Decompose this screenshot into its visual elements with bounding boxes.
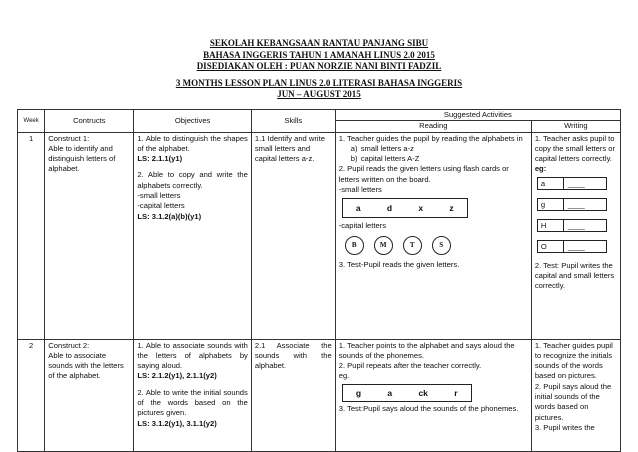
skills-cell <box>251 132 335 339</box>
prepared-by: DISEDIAKAN OLEH : PUAN NORZIE NANI BINTI FADZIL <box>196 61 442 71</box>
reading-small-label: -small letters <box>338 185 382 195</box>
construct-cell <box>45 339 134 451</box>
writing-step-3: 3. Pupil writes the <box>534 422 595 432</box>
reading-step-1: 1. Teacher guides the pupil by reading the alphabets in <box>338 133 523 143</box>
objective-1: 1. Able to distinguish the shapes of the alphabet. <box>137 133 248 153</box>
letter-circle: T <box>403 236 422 255</box>
letter: ck <box>418 387 428 398</box>
plan-title: 3 MONTHS LESSON PLAN LINUS 2.0 LITERASI BAHASA INGGERIS <box>175 78 463 88</box>
letter: r <box>454 387 458 398</box>
plan-period: JUN – AUGUST 2015 <box>277 89 361 99</box>
letter: x <box>418 203 424 214</box>
writing-step-1: 1. Teacher guides pupil to recognize the initials sounds of the words based on pictures. <box>534 340 613 381</box>
letter: g <box>355 387 362 398</box>
objective-2: 2. Able to write the initial sounds of the words based on the pictures given. <box>137 387 248 418</box>
week-cell: 1 <box>18 132 45 339</box>
reading-cell <box>335 132 531 339</box>
construct-title: Construct 1: <box>48 133 90 143</box>
writing-eg: eg: <box>534 164 547 174</box>
letter: a <box>355 203 361 214</box>
capital-letter-circles <box>345 236 528 255</box>
copy-box: H ____ <box>537 219 607 232</box>
writing-cell <box>531 132 620 339</box>
lesson-plan-table <box>17 109 621 452</box>
reading-eg: eg. <box>338 371 350 381</box>
reading-step-3: 3. Test-Pupil reads the given letters. <box>338 259 460 269</box>
objective-2-small: -small letters <box>137 191 181 201</box>
writing-step-1: 1. Teacher asks pupil to copy the small letters or capital letters correctly. <box>534 133 616 164</box>
reading-step-2: 2. Pupil repeats after the teacher correctly. <box>338 361 482 371</box>
letter: z <box>449 203 454 214</box>
skills-header: Skills <box>251 110 335 133</box>
objectives-cell <box>134 132 251 339</box>
reading-step-1a: a) small letters a-z <box>350 143 414 153</box>
construct-description: Able to associate sounds with the letters of the alphabet. <box>48 350 124 381</box>
reading-step-1b: b) capital letters A-Z <box>350 154 420 164</box>
objectives-cell <box>134 339 251 451</box>
table-row <box>18 339 621 451</box>
construct-description: Able to identify and distinguish letters of alphabet. <box>48 143 116 174</box>
skills-cell <box>251 339 335 451</box>
copy-box: g ____ <box>537 198 607 211</box>
objective-2: 2. Able to copy and write the alphabets correctly. <box>137 170 248 190</box>
objective-1-ls: LS: 2.1.2(y1), 2.1.1(y2) <box>137 371 217 381</box>
reading-cell <box>335 339 531 451</box>
construct-cell <box>45 132 134 339</box>
skills-text: 2.1 Associate the sounds with the alphabet. <box>254 340 332 371</box>
writing-cell <box>531 339 620 451</box>
letter-circle: M <box>374 236 393 255</box>
reading-step-2: 2. Pupil reads the given letters using flash cards or letters written on the board. <box>338 164 509 184</box>
sound-letter-card <box>342 384 472 402</box>
copy-box: O ____ <box>537 240 607 253</box>
letter: a <box>387 387 393 398</box>
week-header: Week <box>18 110 45 133</box>
objectives-header: Objectives <box>134 110 251 133</box>
objective-2-capital: -capital letters <box>137 201 185 211</box>
small-letter-card <box>342 198 468 218</box>
subject-title: BAHASA INGGERIS TAHUN 1 AMANAH LINUS 2.0 2015 <box>203 50 435 60</box>
week-cell: 2 <box>18 339 45 451</box>
letter-circle: S <box>432 236 451 255</box>
reading-step-3: 3. Test:Pupil says aloud the sounds of the phonemes. <box>338 403 519 413</box>
copy-box: a ____ <box>537 177 607 190</box>
objective-2-ls: LS: 3.1.2(a)(b)(y1) <box>137 211 202 221</box>
school-name: SEKOLAH KEBANGSAAN RANTAU PANJANG SIBU <box>209 38 429 48</box>
skills-text: 1.1 Identify and write small letters and capital letters a-z. <box>254 133 325 164</box>
reading-step-1: 1. Teacher points to the alphabet and says aloud the sounds of the phonemes. <box>338 340 515 360</box>
reading-capital-label: -capital letters <box>338 221 387 231</box>
contructs-header: Contructs <box>45 110 134 133</box>
table-row <box>18 132 621 339</box>
suggested-activities-header: Suggested Activities <box>335 110 620 121</box>
writing-step-2: 2. Test: Pupil writes the capital and small letters correctly. <box>534 260 615 291</box>
writing-step-2: 2. Pupil says aloud the initial sounds of the words based on pictures. <box>534 381 612 422</box>
reading-header: Reading <box>335 121 531 132</box>
construct-title: Construct 2: <box>48 340 90 350</box>
objective-2-ls: LS: 3.1.2(y1), 3.1.1(y2) <box>137 418 217 428</box>
letter-circle: B <box>345 236 364 255</box>
objective-1-ls: LS: 2.1.1(y1) <box>137 154 183 164</box>
writing-header: Writing <box>531 121 620 132</box>
letter: d <box>386 203 393 214</box>
objective-1: 1. Able to associate sounds with the letters of alphabets by saying aloud. <box>137 340 248 371</box>
